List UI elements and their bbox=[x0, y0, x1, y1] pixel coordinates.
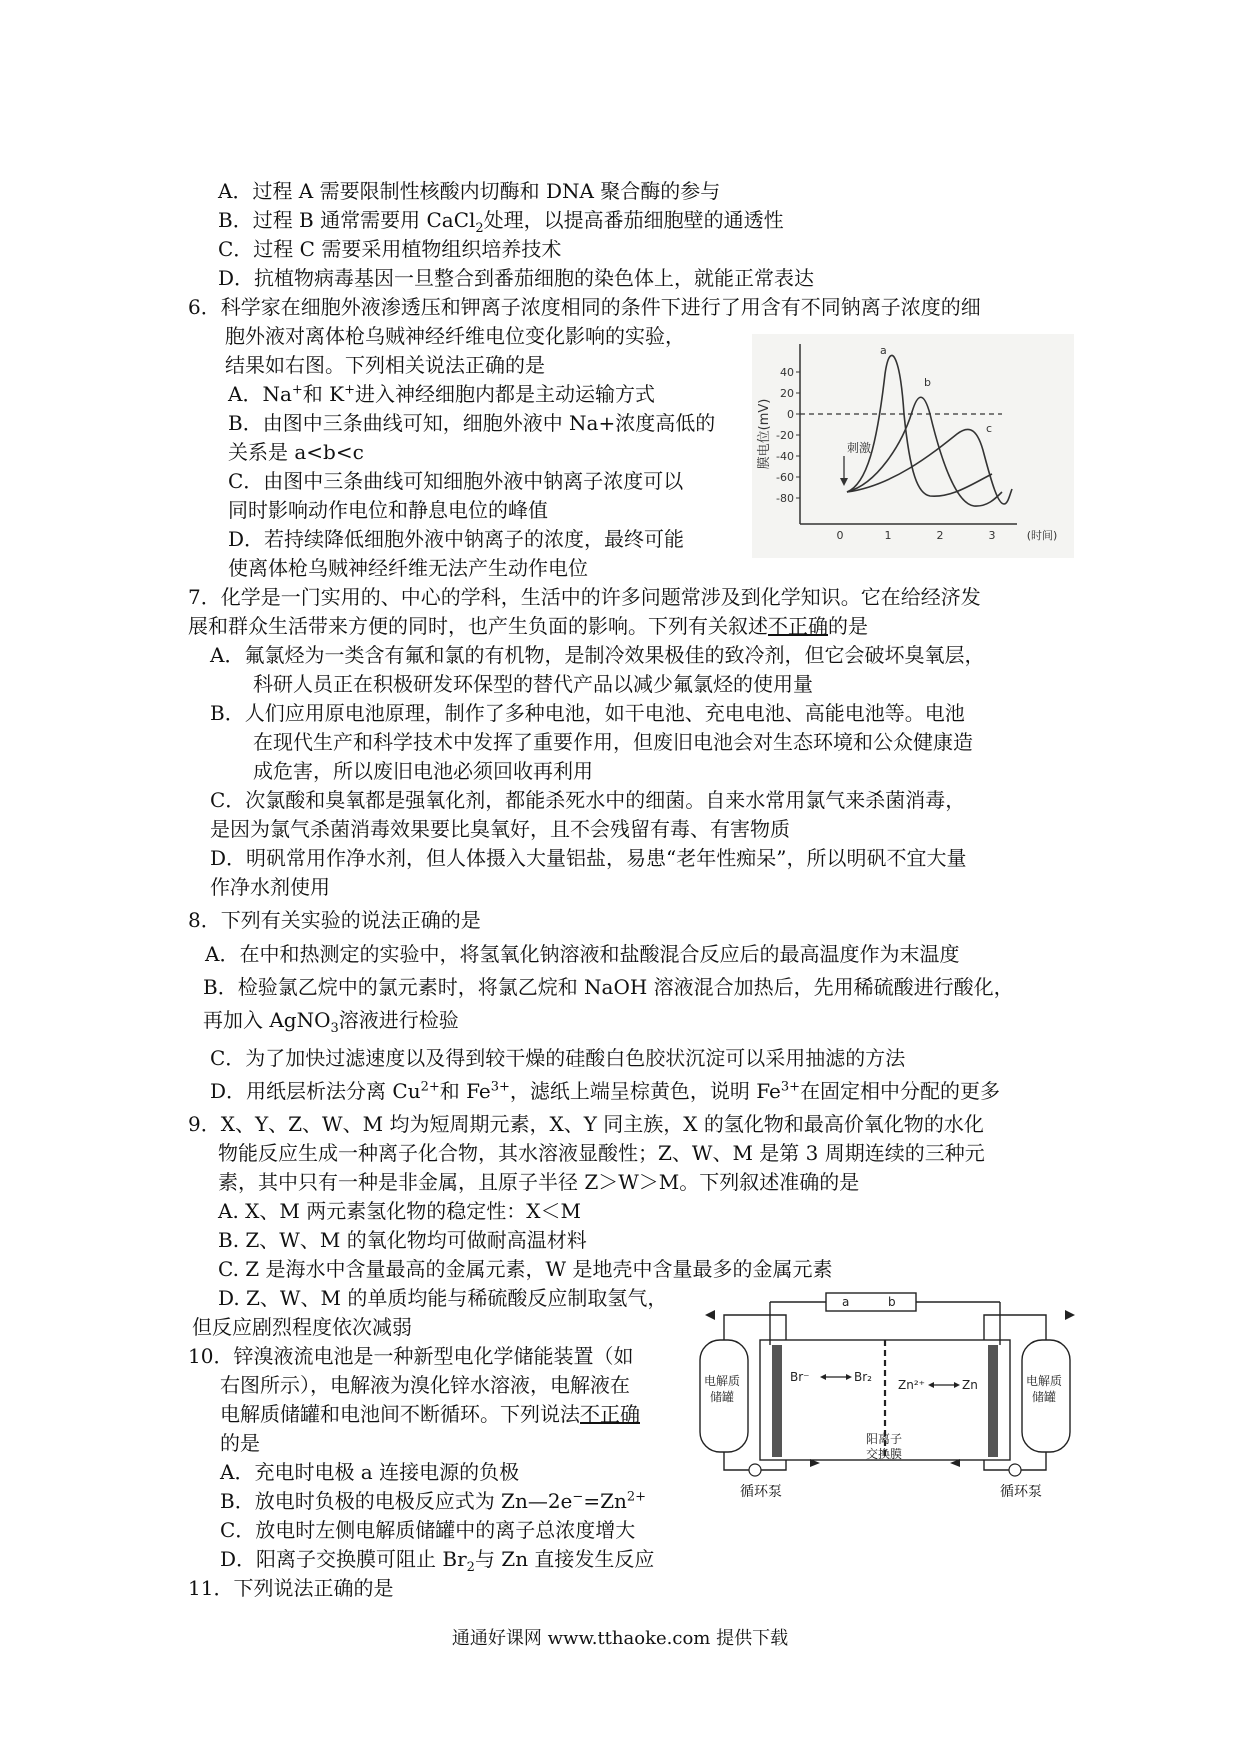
flow-battery-figure bbox=[690, 1285, 1090, 1480]
left-tank-label-1: 电解质 bbox=[704, 1374, 741, 1388]
zn-label: Zn bbox=[962, 1378, 978, 1392]
q7-option-a-1: A．氟氯烃为一类含有氟和氯的有机物，是制冷效果极佳的致冷剂，但它会破坏臭氧层， bbox=[210, 643, 985, 667]
zn2-label: Zn²⁺ bbox=[898, 1378, 925, 1392]
q7-option-b-1: B．人们应用原电池原理，制作了多种电池，如干电池、充电电池、高能电池等。电池 bbox=[210, 701, 965, 725]
q7-stem-2-text2: 的是 bbox=[828, 614, 868, 638]
q8-stem: 8．下列有关实验的说法正确的是 bbox=[188, 908, 481, 932]
q8-d-text2: 和 Fe bbox=[439, 1079, 491, 1103]
y-axis-label: 膜电位(mV) bbox=[757, 398, 772, 470]
q9-stem-3: 素，其中只有一种是非金属，且原子半径 Z＞W＞M。下列叙述准确的是 bbox=[218, 1170, 860, 1194]
q10-b-text2: =Zn bbox=[583, 1489, 627, 1513]
q6-a-text3: 进入神经细胞内都是主动运输方式 bbox=[355, 382, 655, 406]
q7-option-b-3: 成危害，所以废旧电池必须回收再利用 bbox=[253, 759, 593, 783]
q6-a-sup1: + bbox=[291, 382, 303, 398]
left-tank-label-2: 储罐 bbox=[710, 1390, 735, 1404]
q9-option-d-1: D. Z、W、M 的单质均能与稀硫酸反应制取氢气， bbox=[218, 1286, 668, 1310]
q8-d-sup3: 3+ bbox=[780, 1079, 801, 1095]
q10-d-text: D．阳离子交换膜可阻止 Br bbox=[220, 1547, 467, 1571]
q10-stem-3-text: 电解质储罐和电池间不断循环。下列说法 bbox=[220, 1402, 580, 1426]
q8-d-sup2: 3+ bbox=[490, 1079, 510, 1095]
q9-option-c: C. Z 是海水中含量最高的金属元素，W 是地壳中含量最多的金属元素 bbox=[218, 1257, 833, 1281]
right-tank-label-1: 电解质 bbox=[1026, 1374, 1063, 1388]
y-tick-neg20: -20 bbox=[776, 429, 794, 442]
power-source-box bbox=[826, 1293, 916, 1311]
curve-b-label: b bbox=[924, 376, 931, 389]
q6-option-b-2: 关系是 a<b<c bbox=[228, 440, 364, 464]
x-tick-0: 0 bbox=[836, 529, 844, 542]
q10-option-c: C．放电时左侧电解质储罐中的离子总浓度增大 bbox=[220, 1518, 636, 1542]
q8-option-a: A．在中和热测定的实验中，将氢氧化钠溶液和盐酸混合反应后的最高温度作为末温度 bbox=[205, 942, 960, 966]
q6-a-text1: A．Na bbox=[228, 382, 292, 406]
q6-option-d-1: D．若持续降低细胞外液中钠离子的浓度，最终可能 bbox=[228, 527, 685, 551]
zn-arrowhead-left bbox=[928, 1382, 934, 1388]
br-arrowhead-left bbox=[820, 1374, 826, 1380]
curve-a-label: a bbox=[880, 344, 887, 357]
q5-b-text2: 处理，以提高番茄细胞壁的通透性 bbox=[483, 208, 784, 232]
q10-stem-2: 右图所示），电解液为溴化锌水溶液，电解液在 bbox=[220, 1373, 630, 1397]
q10-d-sub: 2 bbox=[466, 1560, 475, 1575]
right-pump-icon bbox=[1009, 1464, 1021, 1476]
q5-b-sub: 2 bbox=[475, 221, 484, 236]
electrode-a bbox=[772, 1345, 782, 1457]
membrane-label-2: 交换膜 bbox=[866, 1447, 903, 1461]
label-a: a bbox=[842, 1295, 850, 1309]
q5-option-c: C．过程 C 需要采用植物组织培养技术 bbox=[218, 237, 562, 261]
q9-stem-2: 物能反应生成一种离子化合物，其水溶液显酸性；Z、W、M 是第 3 周期连续的三种元 bbox=[218, 1141, 985, 1165]
q8-option-b-1: B．检验氯乙烷中的氯元素时，将氯乙烷和 NaOH 溶液混合加热后，先用稀硫酸进行酸化， bbox=[203, 975, 1014, 999]
q10-d-text2: 与 Zn 直接发生反应 bbox=[474, 1547, 655, 1571]
y-tick-20: 20 bbox=[780, 387, 794, 400]
q6-option-d-2: 使离体枪乌贼神经纤维无法产生动作电位 bbox=[228, 556, 588, 580]
q10-b-sup2: 2+ bbox=[626, 1489, 647, 1505]
q6-stem-1: 6．科学家在细胞外液渗透压和钾离子浓度相同的条件下进行了用含有不同钠离子浓度的细 bbox=[188, 295, 981, 319]
q7-stem-1: 7．化学是一门实用的、中心的学科，生活中的许多问题常涉及到化学知识。它在给经济发 bbox=[188, 585, 981, 609]
q7-option-d-2: 作净水剂使用 bbox=[210, 875, 330, 899]
flow-arrow-left-top bbox=[705, 1310, 715, 1320]
q10-stem-1: 10．锌溴液流电池是一种新型电化学储能装置（如 bbox=[188, 1344, 634, 1368]
q10-option-a: A．充电时电极 a 连接电源的负极 bbox=[220, 1460, 520, 1484]
page-footer: 通通好课网 www.tthaoke.com 提供下载 bbox=[451, 1628, 789, 1649]
q8-b2-text2: 溶液进行检验 bbox=[338, 1008, 459, 1032]
q8-option-b-2 bbox=[203, 1006, 459, 1034]
q6-option-c-2: 同时影响动作电位和静息电位的峰值 bbox=[228, 498, 548, 522]
q7-stem-2 bbox=[188, 612, 868, 640]
q10-b-text: B．放电时负极的电极反应式为 Zn—2e bbox=[220, 1489, 573, 1513]
q9-option-a: A. X、M 两元素氢化物的稳定性：X＜M bbox=[218, 1199, 581, 1223]
pump-right-label: 循环泵 bbox=[1000, 1484, 1042, 1500]
curve-c-label: c bbox=[986, 422, 993, 435]
right-tank-label-2: 储罐 bbox=[1032, 1390, 1057, 1404]
br2-label: Br₂ bbox=[854, 1370, 872, 1384]
y-tick-neg80: -80 bbox=[776, 492, 794, 505]
q6-option-c-1: C．由图中三条曲线可知细胞外液中钠离子浓度可以 bbox=[228, 469, 684, 493]
q8-b2-text: 再加入 AgNO bbox=[203, 1008, 331, 1032]
q10-stem-3-underline: 不正确 bbox=[580, 1402, 640, 1426]
q6-stem-3: 结果如右图。下列相关说法正确的是 bbox=[225, 353, 545, 377]
q9-option-d-2: 但反应剧烈程度依次减弱 bbox=[192, 1315, 412, 1339]
q6-a-text2: 和 K bbox=[302, 382, 345, 406]
q8-option-c: C．为了加快过滤速度以及得到较干燥的硅酸白色胶状沉淀可以采用抽滤的方法 bbox=[210, 1046, 906, 1070]
q6-a-sup2: + bbox=[344, 382, 355, 398]
q8-d-text3: ，滤纸上端呈棕黄色，说明 Fe bbox=[509, 1079, 781, 1103]
q6-option-b-1: B．由图中三条曲线可知，细胞外液中 Na+浓度高低的 bbox=[228, 411, 716, 435]
q8-option-d bbox=[210, 1077, 1000, 1105]
q7-stem-2-underline: 不正确 bbox=[768, 614, 828, 638]
q5-option-a: A．过程 A 需要限制性核酸内切酶和 DNA 聚合酶的参与 bbox=[218, 179, 721, 203]
q6-option-a bbox=[228, 380, 655, 408]
q10-option-d bbox=[220, 1545, 654, 1573]
pump-left-label: 循环泵 bbox=[740, 1484, 782, 1500]
q10-stem-4: 的是 bbox=[220, 1431, 260, 1455]
x-axis-label: (时间) bbox=[1026, 529, 1058, 542]
q5-option-b bbox=[218, 206, 784, 234]
membrane-potential-figure bbox=[752, 334, 1074, 558]
q10-stem-3 bbox=[220, 1400, 640, 1428]
y-tick-0: 0 bbox=[787, 408, 794, 421]
q7-option-a-2: 科研人员正在积极研发环保型的替代产品以减少氟氯烃的使用量 bbox=[253, 672, 813, 696]
br-minus-label: Br⁻ bbox=[790, 1370, 810, 1384]
y-tick-neg40: -40 bbox=[776, 450, 794, 463]
q7-option-d-1: D．明矾常用作净水剂，但人体摄入大量铝盐，易患“老年性痴呆”，所以明矾不宜大量 bbox=[210, 846, 967, 870]
q7-option-b-2: 在现代生产和科学技术中发挥了重要作用，但废旧电池会对生态环境和公众健康造 bbox=[253, 730, 973, 754]
zn-arrowhead-right bbox=[954, 1382, 960, 1388]
x-tick-1: 1 bbox=[884, 529, 892, 542]
electrode-b bbox=[988, 1345, 998, 1457]
stimulus-label: 刺激 bbox=[847, 441, 872, 455]
membrane-label-1: 阳离子 bbox=[866, 1432, 903, 1446]
q9-stem-1: 9．X、Y、Z、W、M 均为短周期元素，X、Y 同主族，X 的氢化物和最高价氧化物的水化 bbox=[188, 1112, 984, 1136]
y-tick-neg60: -60 bbox=[776, 471, 794, 484]
q8-d-sup1: 2+ bbox=[420, 1079, 440, 1095]
left-pump-icon bbox=[749, 1464, 761, 1476]
flow-arrow-right-top bbox=[1065, 1310, 1075, 1320]
br-arrowhead-right bbox=[846, 1374, 852, 1380]
q8-b2-sub: 3 bbox=[330, 1021, 339, 1036]
q7-option-c-1: C．次氯酸和臭氧都是强氧化剂，都能杀死水中的细菌。自来水常用氯气来杀菌消毒， bbox=[210, 788, 966, 812]
q10-option-b bbox=[220, 1487, 646, 1515]
q6-stem-2: 胞外液对离体枪乌贼神经纤维电位变化影响的实验， bbox=[225, 324, 685, 348]
x-tick-3: 3 bbox=[988, 529, 996, 542]
q5-b-text: B．过程 B 通常需要用 CaCl bbox=[218, 208, 476, 232]
q7-stem-2-text: 展和群众生活带来方便的同时，也产生负面的影响。下列有关叙述 bbox=[188, 614, 768, 638]
label-b: b bbox=[888, 1295, 896, 1309]
q7-option-c-2: 是因为氯气杀菌消毒效果要比臭氧好，且不会残留有毒、有害物质 bbox=[210, 817, 790, 841]
q8-d-text1: D．用纸层析法分离 Cu bbox=[210, 1079, 421, 1103]
q9-option-b: B. Z、W、M 的氧化物均可做耐高温材料 bbox=[218, 1228, 587, 1252]
q11-stem: 11．下列说法正确的是 bbox=[188, 1576, 394, 1600]
y-tick-40: 40 bbox=[780, 366, 794, 379]
q8-d-text4: 在固定相中分配的更多 bbox=[800, 1079, 1001, 1103]
q10-b-sup1: − bbox=[572, 1489, 584, 1505]
x-tick-2: 2 bbox=[936, 529, 944, 542]
q5-option-d: D．抗植物病毒基因一旦整合到番茄细胞的染色体上，就能正常表达 bbox=[218, 266, 815, 290]
